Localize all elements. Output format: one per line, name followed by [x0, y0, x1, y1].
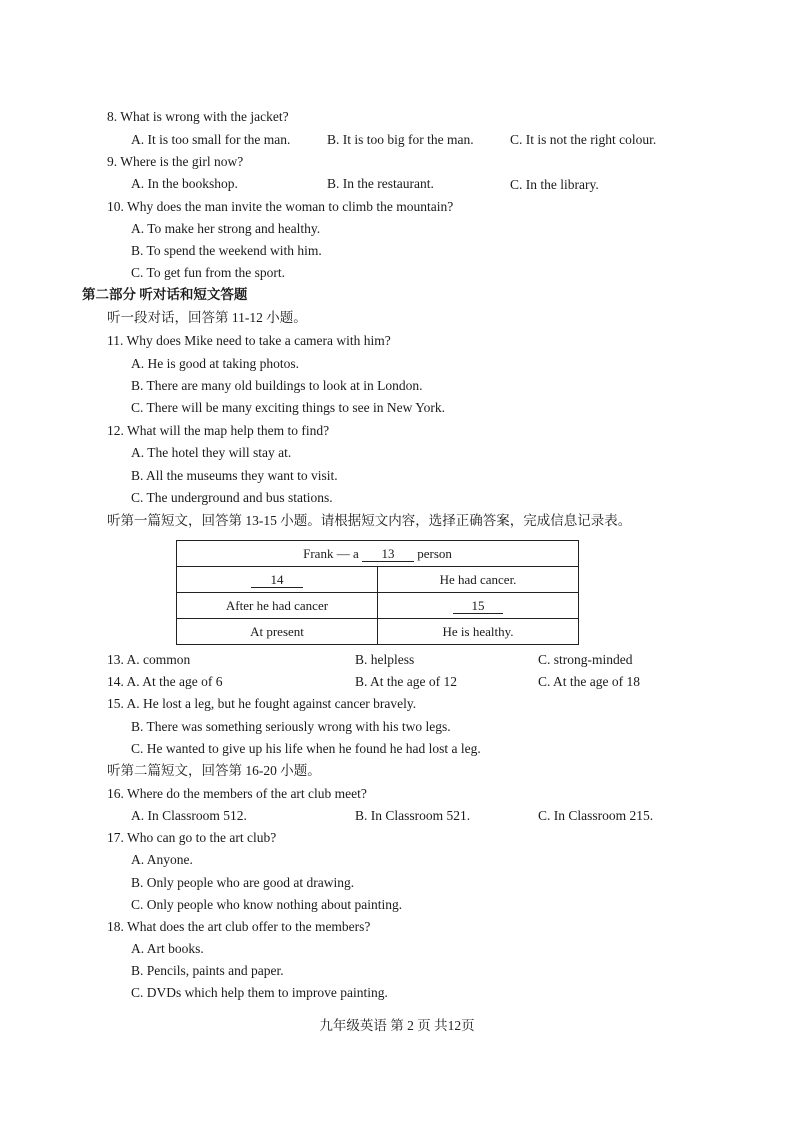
question-9-option-a: A. In the bookshop.: [131, 176, 238, 191]
question-11-stem: 11. Why does Mike need to take a camera with him?: [107, 333, 391, 348]
question-8-option-b: B. It is too big for the man.: [327, 132, 474, 147]
question-18-option-b: B. Pencils, paints and paper.: [131, 963, 284, 978]
question-16-option-c: C. In Classroom 215.: [538, 808, 654, 823]
question-17-option-a: A. Anyone.: [131, 852, 193, 867]
table-cell: He is healthy.: [378, 619, 579, 645]
question-15-option-b: B. There was something seriously wrong with his two legs.: [131, 719, 451, 734]
table-cell: He had cancer.: [378, 567, 579, 593]
question-12-stem: 12. What will the map help them to find?: [107, 423, 330, 438]
question-13-option-b: B. helpless: [355, 652, 415, 667]
question-11-option-a: A. He is good at taking photos.: [131, 356, 299, 371]
question-16-option-b: B. In Classroom 521.: [355, 808, 471, 823]
header-prefix: Frank — a: [303, 545, 359, 561]
question-16-stem: 16. Where do the members of the art club meet?: [107, 786, 367, 801]
question-18-option-a: A. Art books.: [131, 941, 204, 956]
question-17-option-b: B. Only people who are good at drawing.: [131, 875, 355, 890]
question-12-option-c: C. The underground and bus stations.: [131, 490, 333, 505]
question-10-option-a: A. To make her strong and healthy.: [131, 221, 321, 236]
question-10-option-b: B. To spend the weekend with him.: [131, 243, 322, 258]
question-14-option-a: 14. A. At the age of 6: [107, 674, 223, 689]
question-9-stem: 9. Where is the girl now?: [107, 154, 244, 169]
question-10-stem: 10. Why does the man invite the woman to climb the mountain?: [107, 199, 454, 214]
question-15-option-a: 15. A. He lost a leg, but he fought against cancer bravely.: [107, 696, 417, 711]
question-13-option-a: 13. A. common: [107, 652, 191, 667]
question-12-option-a: A. The hotel they will stay at.: [131, 445, 292, 460]
question-11-option-b: B. There are many old buildings to look at in London.: [131, 378, 423, 393]
blank-15[interactable]: 15: [453, 599, 503, 614]
question-18-option-c: C. DVDs which help them to improve painting.: [131, 985, 388, 1000]
question-17-option-c: C. Only people who know nothing about painting.: [131, 897, 403, 912]
table-header-cell: [177, 541, 579, 567]
blank-14[interactable]: 14: [251, 573, 303, 588]
question-13-option-c: C. strong-minded: [538, 652, 633, 667]
blank-13[interactable]: 13: [362, 547, 414, 562]
question-14-option-c: C. At the age of 18: [538, 674, 640, 689]
question-9-option-b: B. In the restaurant.: [327, 176, 434, 191]
question-8-option-a: A. It is too small for the man.: [131, 132, 291, 147]
question-15-option-c: C. He wanted to give up his life when he found he had lost a leg.: [131, 741, 481, 756]
passage-2-instruction: 听第二篇短文，回答第 16-20 小题。: [107, 763, 321, 778]
question-11-option-c: C. There will be many exciting things to see in New York.: [131, 400, 445, 415]
question-8-stem: 8. What is wrong with the jacket?: [107, 109, 289, 124]
information-record-table: [176, 540, 579, 645]
header-suffix: person: [417, 545, 452, 561]
section-2-title: 第二部分 听对话和短文答题: [82, 287, 248, 302]
table-cell: [177, 567, 378, 593]
question-8-option-c: C. It is not the right colour.: [510, 132, 657, 147]
question-10-option-c: C. To get fun from the sport.: [131, 265, 286, 280]
dialogue-instruction: 听一段对话，回答第 11-12 小题。: [107, 310, 307, 325]
question-12-option-b: B. All the museums they want to visit.: [131, 468, 338, 483]
question-16-option-a: A. In Classroom 512.: [131, 808, 247, 823]
question-9-option-c: C. In the library.: [510, 177, 599, 192]
question-18-stem: 18. What does the art club offer to the members?: [107, 919, 371, 934]
question-17-stem: 17. Who can go to the art club?: [107, 830, 277, 845]
table-cell: At present: [177, 619, 378, 645]
passage-1-instruction: 听第一篇短文，回答第 13-15 小题。请根据短文内容，选择正确答案，完成信息记录表。: [107, 513, 632, 528]
page-footer: 九年级英语 第 2 页 共12页: [319, 1018, 475, 1033]
question-14-option-b: B. At the age of 12: [355, 674, 457, 689]
table-cell: After he had cancer: [177, 593, 378, 619]
table-cell: [378, 593, 579, 619]
